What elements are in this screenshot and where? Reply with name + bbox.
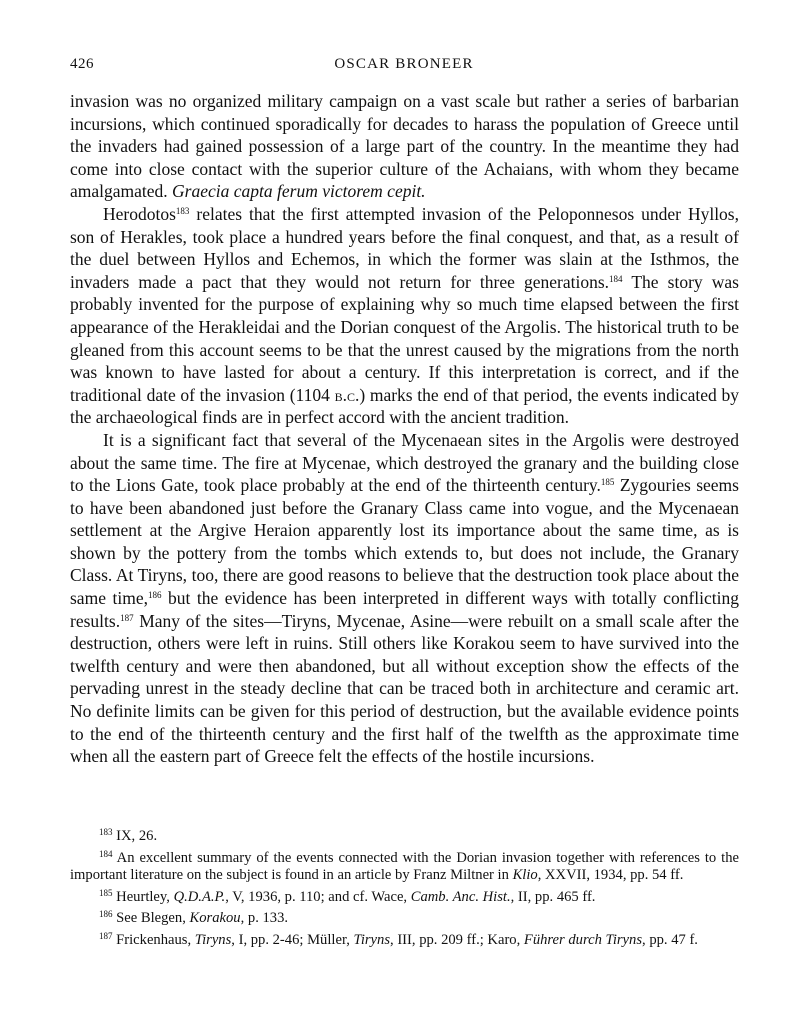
paragraph-3-part-2: Zygouries seems to have been abandoned just before the Granary Class came into vogue, and the Mycenaean settlement at the Argive Heraion apparently lost its importance about the same time, as is shown by the pottery from the tombs which extends to, but does not include, the Granary Class. At Tiryns, too, there are good reasons to believe that the destruction took place about the same time, <box>70 475 739 609</box>
body-text <box>70 90 739 768</box>
paragraph-2-part-1: Herodotos <box>103 203 176 224</box>
footnotes <box>70 824 739 950</box>
paragraph-3 <box>70 429 739 768</box>
footnote-ref-183[interactable]: 183 <box>175 205 190 216</box>
footnote-number: 183 <box>99 827 113 837</box>
paragraph-1 <box>70 90 739 203</box>
paragraph-2-part-3: The story was probably invented for the purpose of explaining why so much time elapsed between the first appearance of the Herakleidai and the Dorian conquest of the Argolis. The historical truth to be gleaned from this account seems to be that the unrest caused by the migrations from the north was known to have lasted for about a century. If this interpretation is correct, and if the traditional date of the invasion (1104 <box>70 271 739 405</box>
journal-title: Klio <box>512 867 538 884</box>
footnote-number: 187 <box>99 930 113 941</box>
footnote-186 <box>70 906 739 928</box>
footnote-ref-184[interactable]: 184 <box>609 273 623 284</box>
footnote-text: , I, pp. 2-46; Müller, <box>231 931 354 948</box>
paragraph-2 <box>70 203 739 429</box>
book-title: Tiryns <box>194 931 232 948</box>
footnote-183 <box>70 824 739 846</box>
footnote-number: 186 <box>99 909 113 920</box>
paragraph-2-part-2: relates that the first attempted invasion of the Peloponnesos under Hyllos, son of Herakles, took place a hundred years before the final conquest, and that, as a result of the duel between Hyllos and Echemos, in which the former was slain at the Isthmos, the invaders made a pact that they would not return for three generations. <box>70 203 739 292</box>
book-title: Führer durch Tiryns <box>523 931 643 948</box>
footnote-ref-186[interactable]: 186 <box>147 590 162 601</box>
footnote-text: , II, pp. 465 ff. <box>510 888 596 905</box>
page-number: 426 <box>70 56 94 72</box>
footnote-number: 185 <box>99 887 113 898</box>
footnote-text: , pp. 47 f. <box>642 931 698 948</box>
footnote-187 <box>70 928 739 950</box>
footnote-text: , p. 133. <box>240 910 289 927</box>
footnote-text: , III, pp. 209 ff.; Karo, <box>390 931 524 948</box>
paragraph-1-text: invasion was no organized military campaign on a vast scale but rather a series of barbarian incursions, which continued sporadically for decades to harass the population of Greece until the invaders had gained possession of a large part of the country. In the meantime they had come into close contact with the superior culture of the Achaians, with whom they became amalgamated. <box>70 91 739 202</box>
book-title: Tiryns <box>353 931 391 948</box>
latin-quotation: Graecia capta ferum victorem cepit. <box>172 181 426 202</box>
footnote-text: An excellent summary of the events connected with the Dorian invasion together with references to the important literature on the subject is found in an article by Franz Miltner in <box>70 849 739 884</box>
footnote-text: , XXVII, 1934, pp. 54 ff. <box>537 867 684 884</box>
footnote-185 <box>70 885 739 907</box>
footnote-text: , V, 1936, p. 110; and cf. Wace, <box>225 888 411 905</box>
bc-abbreviation: b.c. <box>334 384 360 405</box>
footnote-number: 184 <box>99 848 113 859</box>
footnote-text: IX, 26. <box>112 828 158 844</box>
paragraph-3-part-4: Many of the sites—Tiryns, Mycenae, Asine—were rebuilt on a small scale after the destruction, others were left in ruins. Still others like Korakou seem to have survived into the twelfth century and were then abandoned, but all without exception show the effects of the pervading unrest in the steady decline that can be traced both in architecture and ceramic art. No definite limits can be given for this period of destruction, but the available evidence points to the end of the thirteenth century and the first half of the twelfth as the approximate time when all the eastern part of Greece felt the effects of the hostile incursions. <box>70 610 739 767</box>
footnote-text: Frickenhaus, <box>112 931 195 948</box>
journal-title: Q.D.A.P. <box>173 888 226 905</box>
book-title: Korakou <box>189 910 241 927</box>
footnote-ref-185[interactable]: 185 <box>600 477 615 488</box>
footnote-ref-187[interactable]: 187 <box>120 612 134 623</box>
book-title: Camb. Anc. Hist. <box>410 888 511 905</box>
footnote-text: Heurtley, <box>112 888 174 905</box>
footnote-text: See Blegen, <box>112 910 190 927</box>
paragraph-2-part-4: ) marks the end of that period, the events indicated by the archaeological finds are in perfect accord with the ancient tradition. <box>70 384 739 428</box>
page-header <box>70 56 738 80</box>
running-head: OSCAR BRONEER <box>334 56 474 72</box>
paragraph-3-part-3: but the evidence has been interpreted in different ways with totally conflicting results. <box>70 588 739 631</box>
footnote-184 <box>70 846 739 885</box>
paragraph-3-part-1: It is a significant fact that several of the Mycenaean sites in the Argolis were destroyed about the same time. The fire at Mycenae, which destroyed the granary and the building close to the Lions Gate, took place probably at the end of the thirteenth century. <box>70 429 739 496</box>
